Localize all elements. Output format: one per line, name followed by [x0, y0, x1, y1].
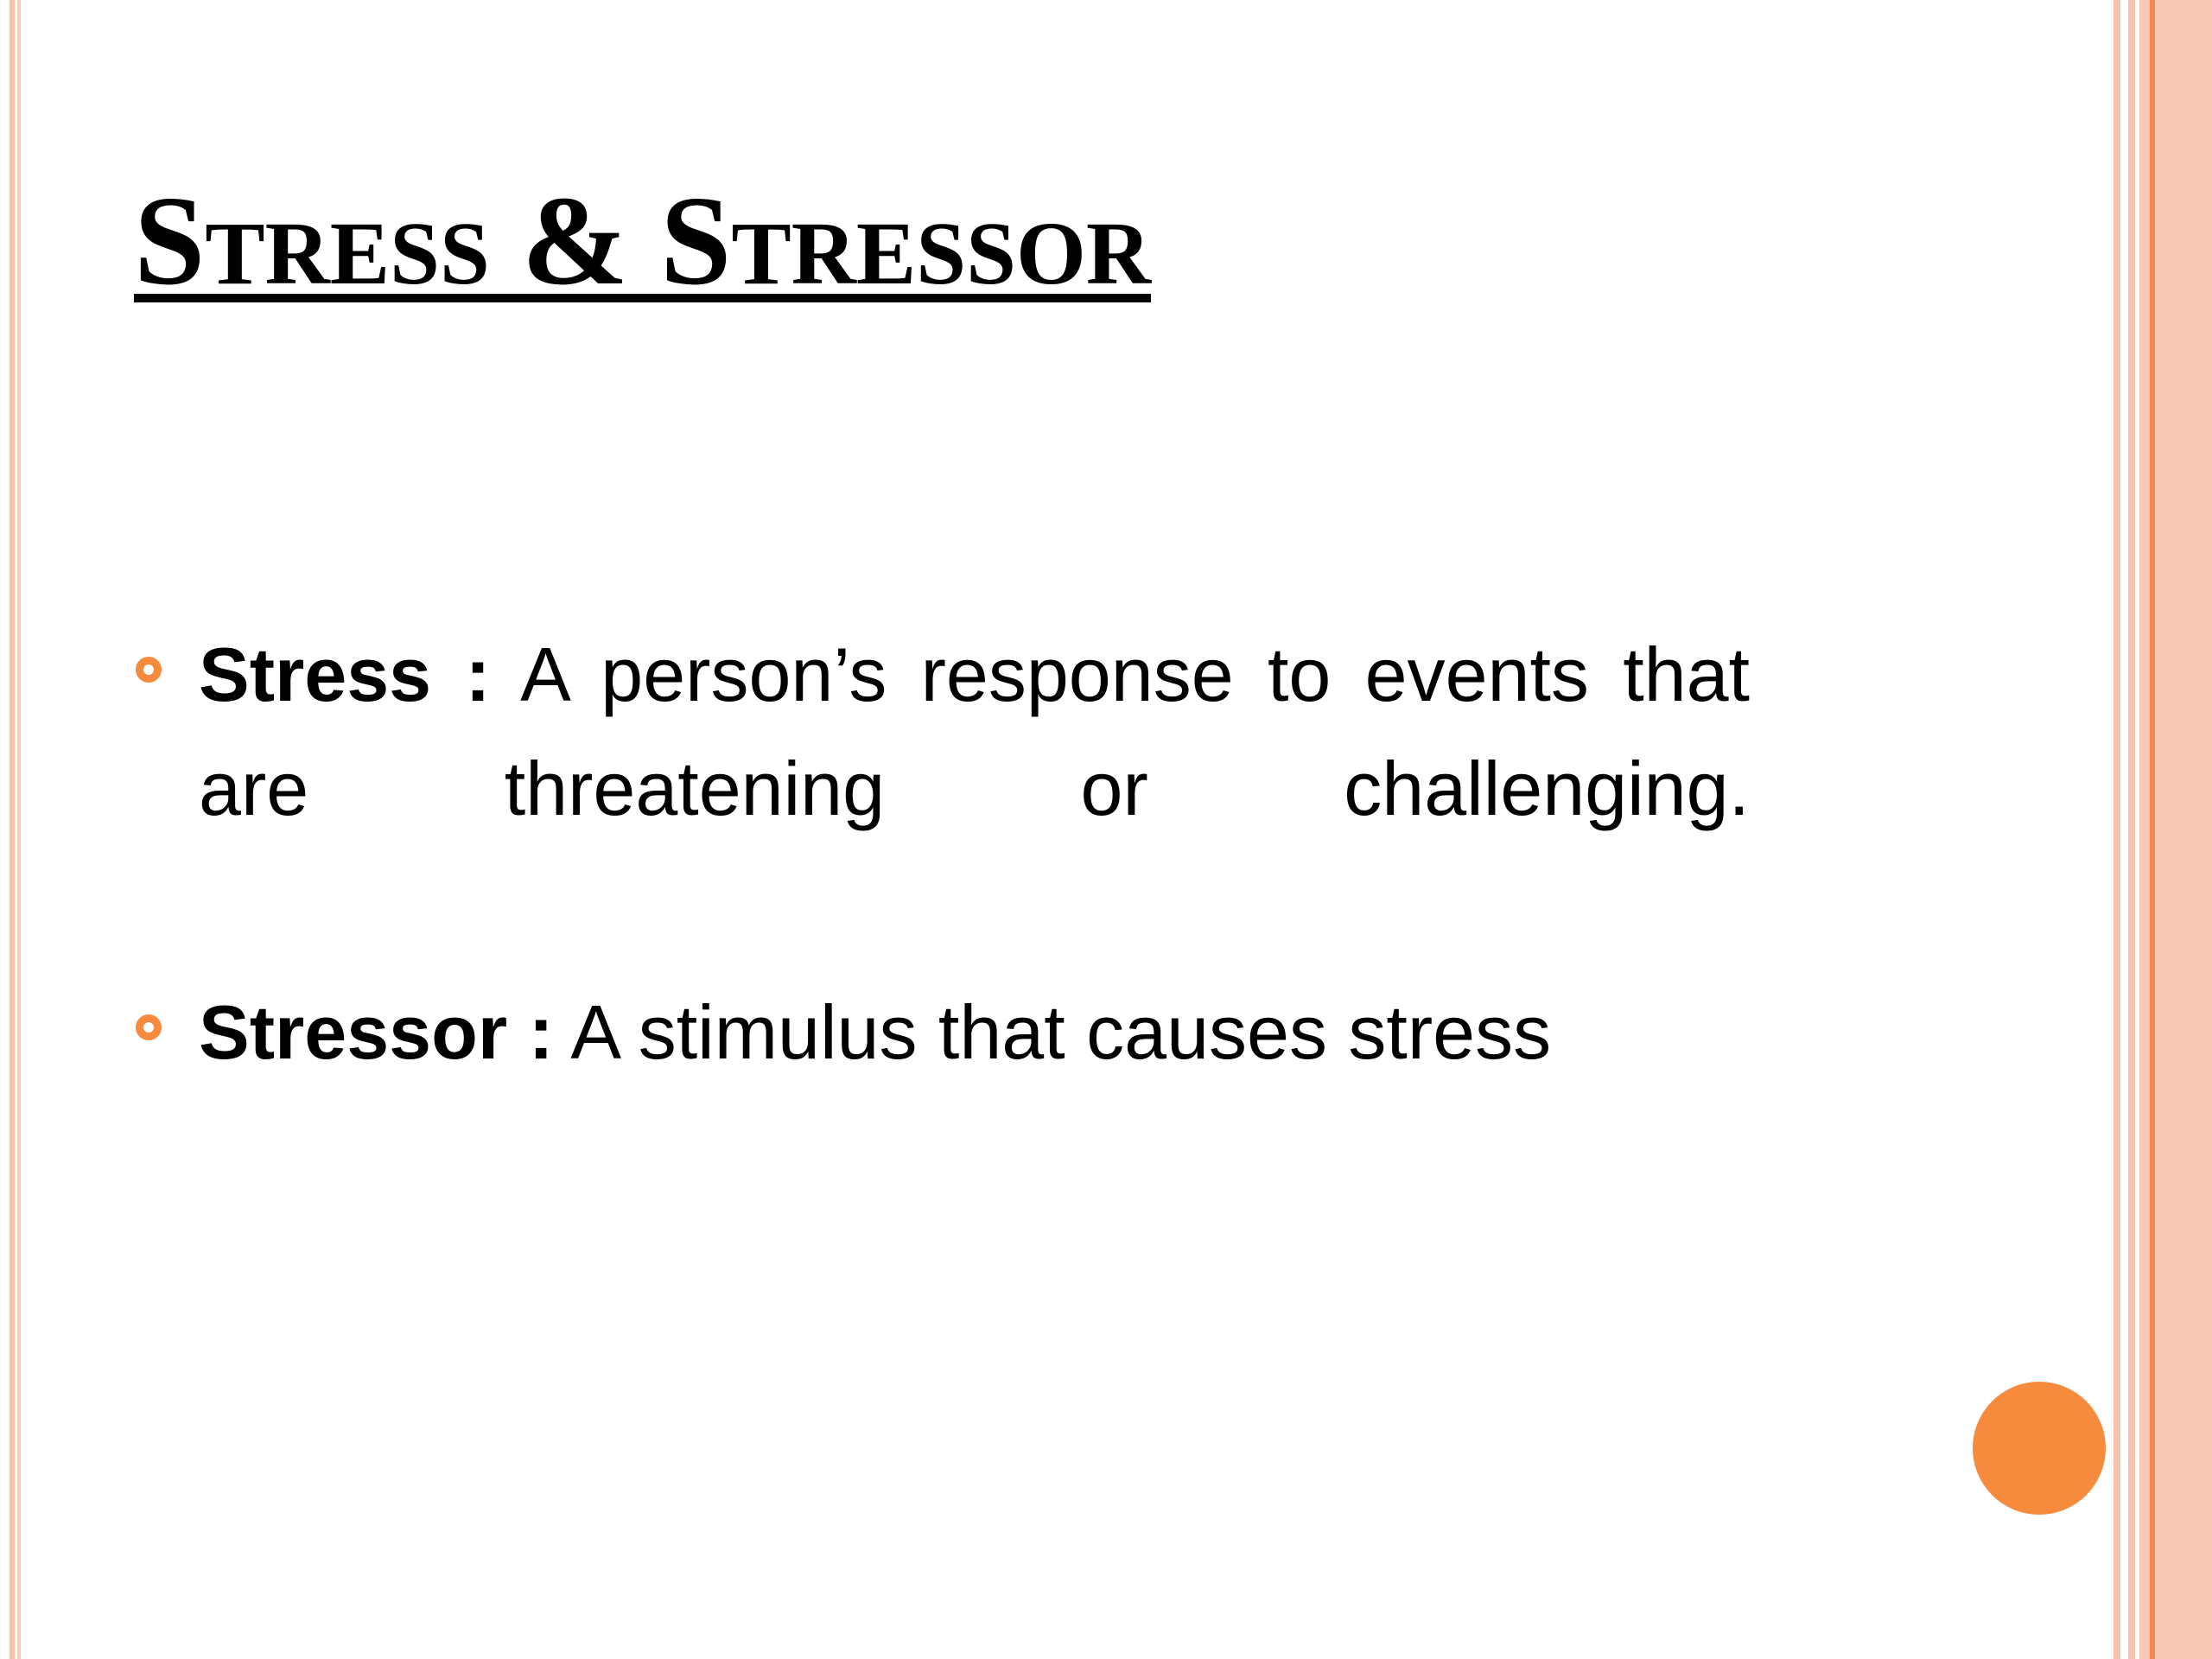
right-border-accent-line — [2150, 0, 2155, 1659]
ring-bullet-icon — [136, 657, 162, 683]
term-definition: A person’s response to events that are threatening or challenging. — [199, 632, 1751, 831]
right-border-stripe — [2113, 0, 2120, 1659]
slide-title: Stress & Stressor — [134, 170, 1151, 312]
ring-bullet-icon — [136, 1014, 162, 1040]
bullet-item-stressor — [134, 976, 1750, 1090]
left-border-line-inner — [17, 0, 21, 1659]
bullet-item-stress — [134, 618, 1750, 846]
orange-circle-icon — [1973, 1382, 2106, 1515]
term-definition: A stimulus that causes stress — [570, 989, 1552, 1075]
bullet-list — [134, 618, 1750, 1090]
left-border-line — [10, 0, 15, 1659]
term-label: Stressor : — [199, 989, 554, 1075]
right-border-stripe — [2128, 0, 2135, 1659]
term-label: Stress : — [199, 632, 491, 717]
